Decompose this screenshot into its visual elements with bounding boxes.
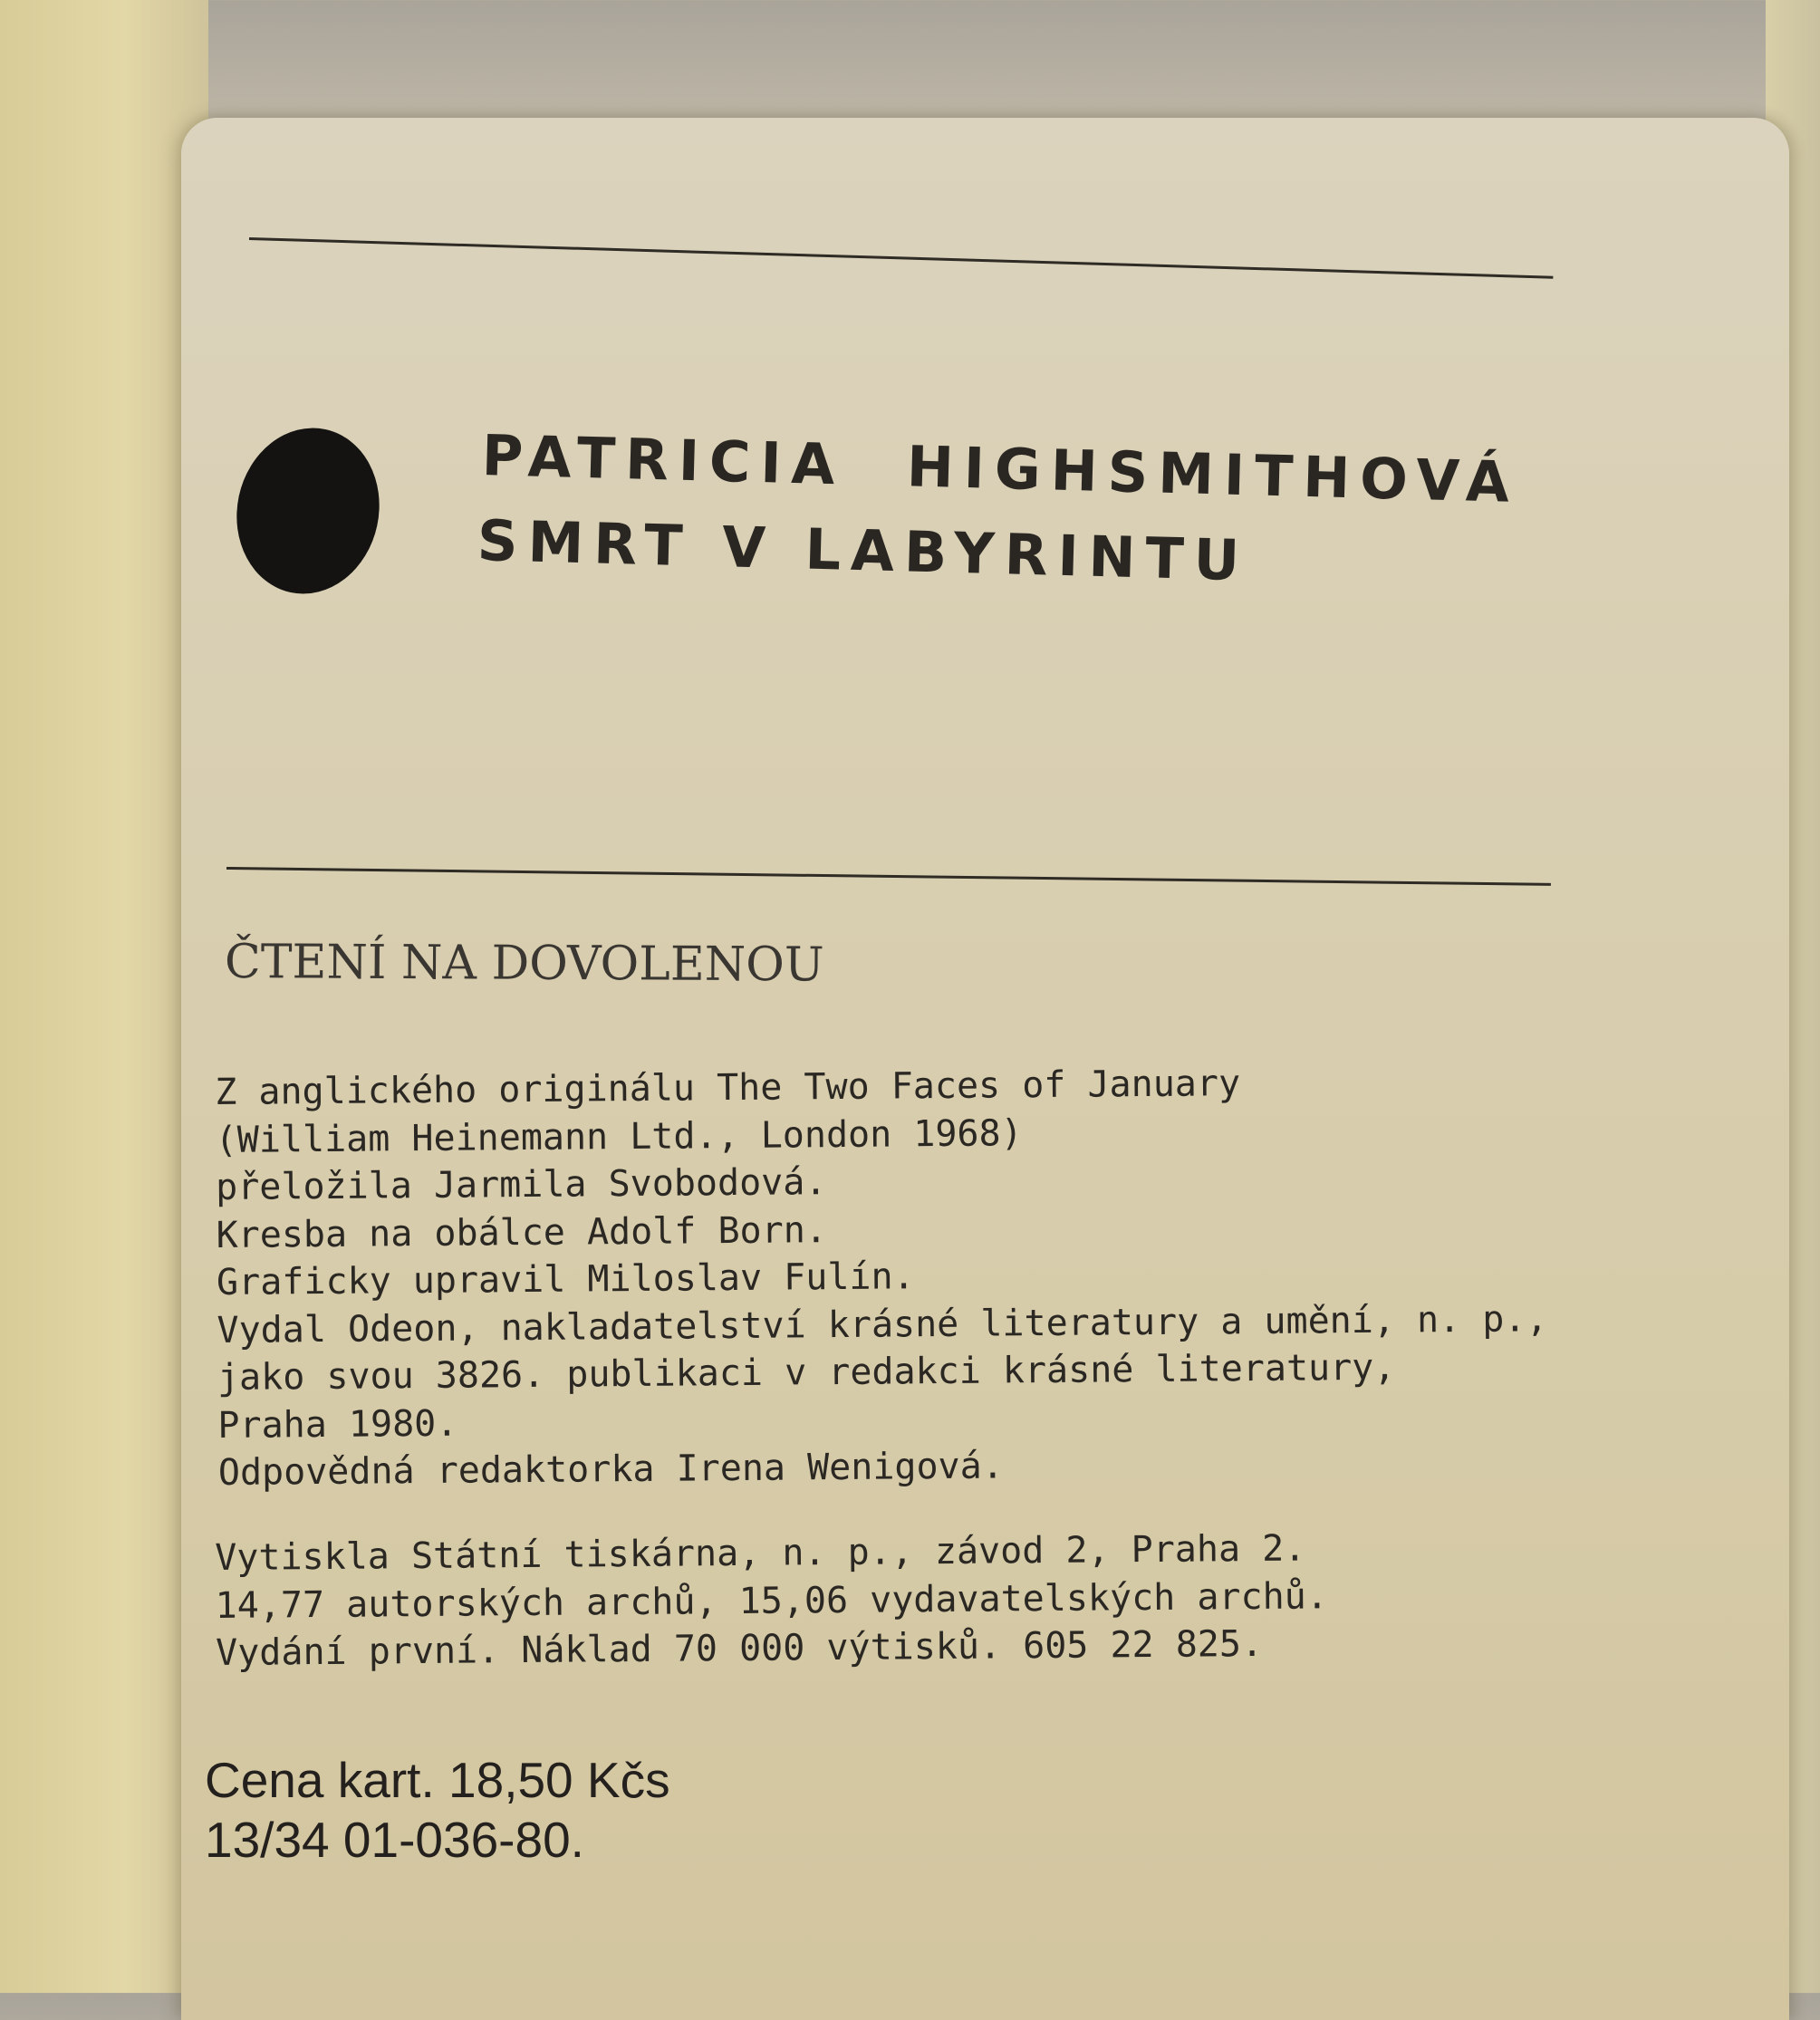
series-name: ČTENÍ NA DOVOLENOU <box>224 935 824 993</box>
imprint-line: Praha 1980. <box>217 1402 458 1447</box>
imprint-line: Kresba na obálce Adolf Born. <box>216 1208 828 1256</box>
imprint-line: Graficky upravil Miloslav Fulín. <box>216 1255 915 1303</box>
imprint-line: Z anglického originálu The Two Faces of January <box>215 1063 1241 1113</box>
printing-line: Vydání první. Náklad 70 000 výtisků. 605 22 825. <box>215 1622 1264 1674</box>
book-title: SMRT V LABYRINTU <box>477 507 1251 594</box>
imprint-line: Odpovědná redaktorka Irena Wenigová. <box>217 1445 1005 1494</box>
catalog-code-line: 13/34 01-036-80. <box>205 1812 584 1868</box>
price-line: Cena kart. 18,50 Kčs <box>205 1752 670 1808</box>
imprint-line: přeložila Jarmila Svobodová. <box>215 1161 827 1208</box>
imprint-line: Vydal Odeon, nakladatelství krásné literatury a umění, n. p., <box>217 1297 1548 1351</box>
imprint-line: (William Heinemann Ltd., London 1968) <box>215 1111 1023 1161</box>
price-block <box>205 1750 670 1870</box>
imprint-line: jako svou 3826. publikaci v redakci krásné literatury, <box>217 1346 1396 1399</box>
printing-line: 14,77 autorských archů, 15,06 vydavatelských archů. <box>215 1574 1329 1627</box>
printing-block <box>215 1525 1329 1677</box>
book-edge-left <box>0 0 208 1993</box>
author-name: PATRICIA HIGHSMITHOVÁ <box>481 422 1520 515</box>
imprint-block <box>215 1057 1549 1496</box>
printing-line: Vytiskla Státní tiskárna, n. p., závod 2, Praha 2. <box>215 1527 1306 1579</box>
